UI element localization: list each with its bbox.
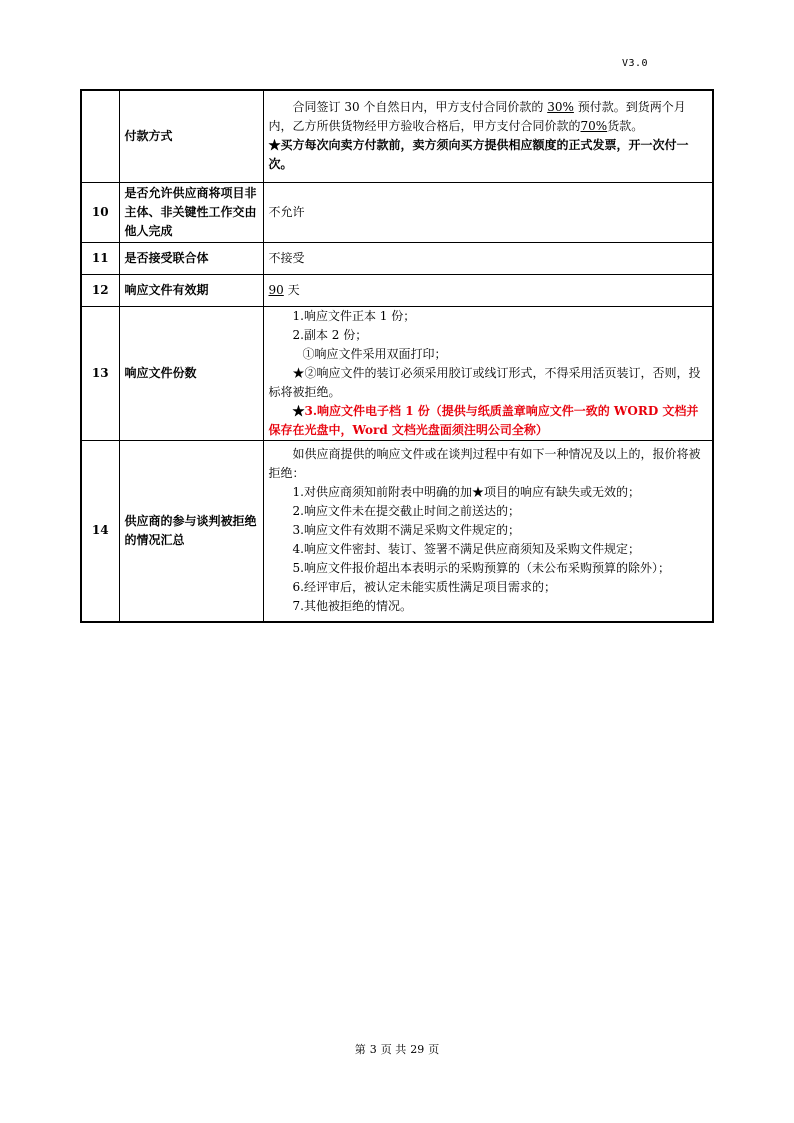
copies-line-duplex: ①响应文件采用双面打印；: [302, 346, 447, 361]
validity-days: 90: [268, 282, 284, 297]
table-row-13: [81, 306, 713, 440]
row-number: 13: [81, 306, 119, 440]
row-value-validity: [263, 274, 713, 306]
row-value-consortium: 不接受: [263, 242, 713, 274]
list-item: 7.其他被拒绝的情况。: [292, 599, 412, 614]
table-row-10: [81, 182, 713, 242]
list-item: 3.响应文件有效期不满足采购文件规定的；: [292, 523, 520, 538]
row-label-payment: 付款方式: [119, 90, 263, 182]
list-item: 6.经评审后，被认定未能实质性满足项目需求的；: [292, 580, 556, 595]
rejection-intro: 如供应商提供的响应文件或在谈判过程中有如下一种情况及以上的，报价将被拒绝：: [268, 447, 701, 481]
row-number: 11: [81, 242, 119, 274]
row-number: 14: [81, 440, 119, 622]
row-number: 12: [81, 274, 119, 306]
row-number: 10: [81, 182, 119, 242]
payment-terms-text: 合同签订 30 个自然日内，甲方支付合同价款的 30% 预付款。到货两个月内，乙方所供货物经甲方验收合格后，甲方支付合同价款的70%货款。: [268, 100, 686, 134]
page-total: 29: [410, 1043, 425, 1056]
copies-line-binding: ★②响应文件的装订必须采用胶订或线订形式，不得采用活页装订，否则，投标将被拒绝。: [268, 365, 701, 399]
star-icon: ★: [292, 403, 305, 418]
document-version: V3.0: [622, 58, 649, 69]
table-row-11: [81, 242, 713, 274]
row-label-copies: 响应文件份数: [119, 306, 263, 440]
row-value-subcontract: 不允许: [263, 182, 713, 242]
copies-line-duplicate: 2.副本 2 份；: [292, 327, 368, 342]
row-value-payment: [263, 90, 713, 182]
copies-line-original: 1.响应文件正本 1 份；: [292, 308, 416, 323]
payment-invoice-note: ★买方每次向卖方付款前，卖方须向买方提供相应额度的正式发票，开一次付一次。: [268, 138, 689, 172]
row-value-rejection: [263, 440, 713, 622]
row-label-subcontract: 是否允许供应商将项目非主体、非关键性工作交由他人完成: [119, 182, 263, 242]
list-item: 1.对供应商须知前附表中明确的加★项目的响应有缺失或无效的；: [292, 485, 640, 500]
list-item: 4.响应文件密封、装订、签署不满足供应商须知及采购文件规定；: [292, 542, 640, 557]
table-row-14: [81, 440, 713, 622]
row-label-consortium: 是否接受联合体: [119, 242, 263, 274]
table-row-12: [81, 274, 713, 306]
row-number: [81, 90, 119, 182]
row-label-validity: 响应文件有效期: [119, 274, 263, 306]
page-number: 3: [369, 1043, 377, 1056]
page-footer: 第 3 页 共 29 页: [354, 1043, 440, 1056]
copies-line-electronic: ★3.响应文件电子档 1 份（提供与纸质盖章响应文件一致的 WORD 文档并保存在光盘中，Word 文档光盘面须注明公司全称）: [268, 403, 699, 437]
final-payment-percent: 70%: [580, 119, 608, 134]
prepayment-percent: 30%: [547, 100, 574, 115]
list-item: 2.响应文件未在提交截止时间之前送达的；: [292, 504, 520, 519]
row-value-copies: [263, 306, 713, 440]
validity-unit: 天: [287, 282, 300, 297]
row-label-rejection: 供应商的参与谈判被拒绝的情况汇总: [119, 440, 263, 622]
table-row-payment: [81, 90, 713, 182]
list-item: 5.响应文件报价超出本表明示的采购预算的（未公布采购预算的除外）；: [292, 561, 670, 576]
procurement-spec-table: [80, 89, 714, 623]
